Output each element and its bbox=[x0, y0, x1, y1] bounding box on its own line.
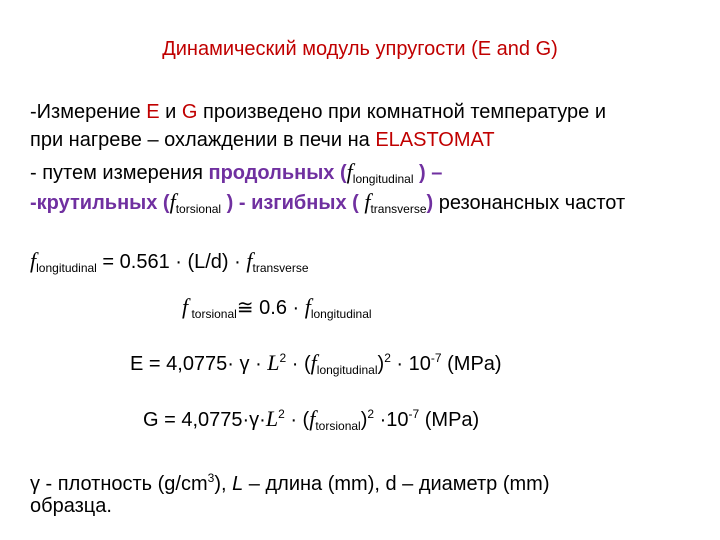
text: E = 4,0775· γ · bbox=[130, 353, 268, 375]
text: – длина (mm), d – диаметр (mm) bbox=[243, 473, 550, 495]
subscript: torsional bbox=[188, 307, 237, 321]
text: при нагреве – охлаждении в печи на bbox=[30, 129, 376, 151]
f-symbol: f bbox=[30, 248, 37, 273]
text: -Измерение bbox=[30, 101, 147, 123]
text: продольных ( bbox=[208, 162, 347, 184]
legend-line-1 bbox=[30, 466, 550, 496]
subscript: transverse bbox=[252, 261, 309, 275]
paragraph-line-4 bbox=[30, 190, 625, 221]
page-title: Динамический модуль упругости (E and G) bbox=[162, 38, 558, 60]
text: - путем измерения bbox=[30, 162, 209, 184]
text: ) bbox=[377, 353, 385, 375]
subscript: transverse bbox=[370, 202, 427, 216]
length-symbol: L bbox=[265, 406, 279, 431]
superscript: -7 bbox=[430, 351, 442, 365]
text: ·10 bbox=[374, 409, 409, 431]
f-symbol: f bbox=[304, 294, 311, 319]
symbol-g: G bbox=[181, 101, 198, 123]
superscript: -7 bbox=[408, 407, 420, 421]
equation-torsional bbox=[182, 294, 372, 321]
subscript: longitudinal bbox=[352, 172, 414, 186]
length-symbol: L bbox=[232, 473, 244, 495]
text: ≅ 0.6 · bbox=[236, 297, 305, 319]
text: ), bbox=[214, 473, 233, 495]
paragraph-line-3 bbox=[30, 160, 442, 191]
legend-line-2: образца. bbox=[30, 495, 112, 517]
f-symbol: f bbox=[309, 406, 316, 431]
text: G = 4,0775·γ· bbox=[143, 409, 266, 431]
equation-e bbox=[130, 350, 502, 377]
superscript: 2 bbox=[384, 351, 391, 365]
elastomat-label: ELASTOMAT bbox=[375, 129, 495, 151]
paragraph-line-1 bbox=[30, 100, 606, 124]
text: · 10 bbox=[390, 353, 431, 375]
text: произведено при комнатной температуре и bbox=[197, 101, 607, 123]
text: · ( bbox=[286, 353, 311, 375]
subscript: longitudinal bbox=[316, 363, 378, 377]
subscript: longitudinal bbox=[310, 307, 372, 321]
text: ) – bbox=[413, 162, 443, 184]
longitudinal-term bbox=[208, 159, 443, 186]
text: резонансных частот bbox=[433, 192, 626, 214]
subscript: torsional bbox=[175, 202, 222, 216]
f-symbol: f bbox=[346, 159, 353, 184]
text: ) - изгибных ( bbox=[221, 192, 365, 214]
text: (MPa) bbox=[419, 409, 480, 431]
f-symbol: f bbox=[310, 350, 317, 375]
superscript: 2 bbox=[367, 407, 375, 421]
superscript: 2 bbox=[278, 407, 285, 421]
f-symbol: f bbox=[246, 248, 253, 273]
superscript: 3 bbox=[207, 471, 215, 485]
torsional-term bbox=[30, 189, 434, 216]
f-symbol: f bbox=[169, 189, 176, 214]
symbol-e: E bbox=[146, 101, 160, 123]
text: ) bbox=[426, 192, 434, 214]
text: (MPa) bbox=[441, 353, 502, 375]
equation-g bbox=[143, 406, 479, 433]
f-symbol: f bbox=[364, 189, 371, 214]
subscript: torsional bbox=[315, 419, 361, 433]
subscript: longitudinal bbox=[36, 261, 97, 275]
equation-longitudinal bbox=[30, 248, 309, 275]
text: ) bbox=[360, 409, 368, 431]
superscript: 2 bbox=[279, 351, 287, 365]
text: и bbox=[159, 101, 182, 123]
f-symbol: f bbox=[182, 294, 189, 319]
text: · ( bbox=[284, 409, 310, 431]
length-symbol: L bbox=[267, 350, 280, 375]
text: γ - плотность (g/cm bbox=[30, 473, 208, 495]
text: = 0.561 · (L/d) · bbox=[96, 251, 247, 273]
paragraph-line-2 bbox=[30, 128, 495, 152]
text: -крутильных ( bbox=[30, 192, 170, 214]
